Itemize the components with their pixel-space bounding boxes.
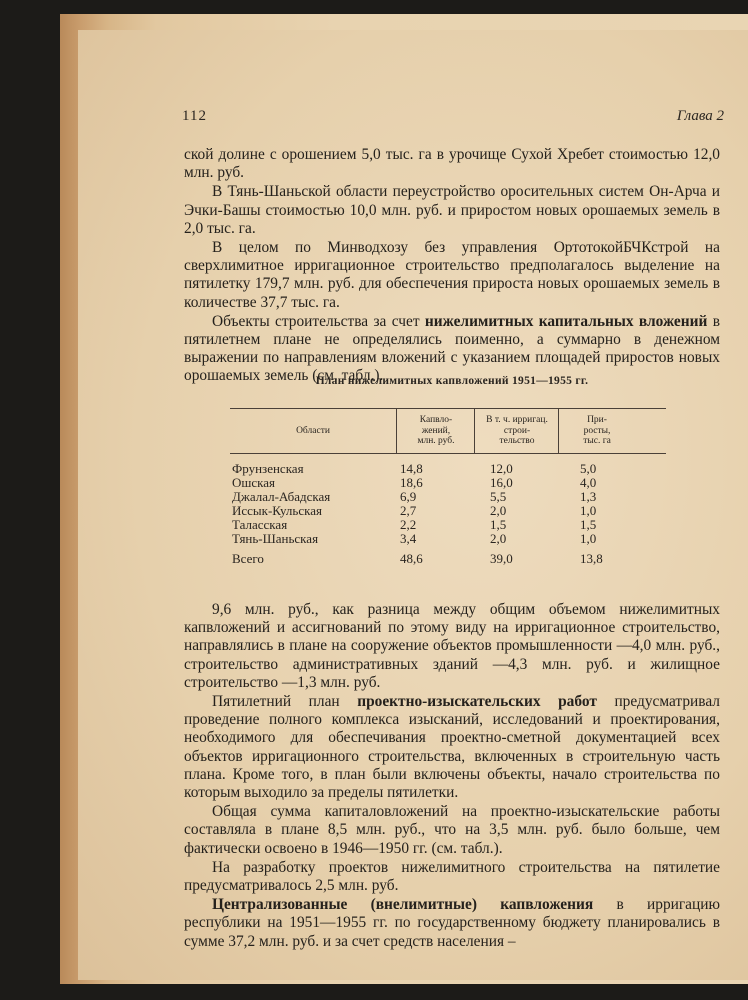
table-row: [230, 476, 666, 490]
table-title: План нижелимитных капвложений 1951—1955 гг.: [315, 375, 589, 387]
table-row: [230, 518, 666, 532]
cell-irrig: 2,0: [490, 531, 507, 546]
paragraph: На разработку проектов нижелимитного строительства на пятилетие предусматривалось 2,5 млн. руб.: [184, 858, 720, 895]
paragraph: 9,6 млн. руб., как разница между общим объемом нижелимитных капвложений и ассигнований по этому виду на ирригационное строительство, направлялись в плане на сооружение объектов промышленности —4,0 млн. руб., строительство административных зданий —4,3 млн. руб. и жилищное строительство —1,3 млн. руб.: [184, 601, 720, 691]
table-body: [230, 462, 666, 566]
paragraph-text: в ирригацию республики на 1951—1955 гг. по государственному бюджету планировались в сумме 37,2 млн. руб. и за счет средств населения –: [184, 896, 720, 950]
paragraph-text: Пятилетний план: [212, 693, 358, 711]
header-growth: [558, 409, 635, 453]
cell-irrig: 2,0: [490, 503, 507, 518]
cell-growth: 1,0: [580, 503, 597, 518]
cell-region: Иссык-Кульская: [232, 503, 322, 518]
cell-capinv: 2,7: [400, 503, 417, 518]
paragraph-text: в пятилетнем плане не определялись поименно, а суммарно в денежном выражении по направлениям вложений с указанием площадей приростов новых орошаемых земель (см. табл.).: [184, 312, 720, 385]
header-label: Капвло- жений, млн. руб.: [417, 415, 455, 447]
cell-capinv: 18,6: [400, 475, 423, 490]
table-row: [230, 504, 666, 518]
cell-growth: 13,8: [580, 551, 603, 566]
cell-capinv: 2,2: [400, 517, 417, 532]
cell-region: Всего: [232, 551, 264, 566]
cell-irrig: 1,5: [490, 517, 507, 532]
cell-region: Тянь-Шаньская: [232, 531, 319, 546]
bold-term: Централизованные (внелимитные) капвложения: [212, 896, 594, 914]
cell-capinv: 48,6: [400, 551, 423, 566]
cell-region: Ошская: [232, 475, 276, 490]
running-header: [182, 108, 732, 128]
table-row: [230, 532, 666, 546]
table-total-row: [230, 552, 666, 566]
paragraph: В целом по Минводхозу без управления ОртотокойБЧКстрой на сверхлимитное ирригационное строительство предполагалось выделение на пятилетку 179,7 млн. руб. для обеспечения прироста новых орошаемых земель в количестве 37,7 тыс. га.: [184, 239, 720, 311]
cell-irrig: 5,5: [490, 489, 507, 504]
lower-text-block: [184, 601, 720, 951]
header-region: [230, 409, 396, 453]
table-row: [230, 462, 666, 476]
capital-investment-table: [230, 408, 666, 566]
header-label: В т. ч. ирригац. строи- тельство: [486, 415, 548, 447]
table-header: [230, 408, 666, 454]
cell-irrig: 39,0: [490, 551, 513, 566]
page-number: 112: [182, 108, 207, 124]
paragraph: ской долине с орошением 5,0 тыс. га в урочище Сухой Хребет стоимостью 12,0 млн. руб.: [184, 146, 720, 182]
table-row: [230, 490, 666, 504]
cell-irrig: 16,0: [490, 475, 513, 490]
cell-growth: 5,0: [580, 461, 597, 476]
header-label: При- росты, тыс. га: [583, 415, 611, 447]
header-capinv: [396, 409, 475, 453]
cell-capinv: 14,8: [400, 461, 423, 476]
cell-growth: 1,0: [580, 531, 597, 546]
header-label: Области: [296, 425, 330, 436]
cell-region: Таласская: [232, 517, 288, 532]
bold-term: проектно-изыскательских работ: [357, 693, 597, 711]
paragraph: [184, 896, 720, 951]
cell-capinv: 6,9: [400, 489, 417, 504]
bold-term: нижелимитных капитальных вложений: [424, 312, 708, 330]
paragraph-text: Объекты строительства за счет: [212, 312, 425, 330]
paragraph: Общая сумма капиталовложений на проектно-изыскательские работы составляла в плане 8,5 млн. руб., что на 3,5 млн. руб. было больше, чем фактически освоено в 1946—1950 гг. (см. табл.).: [184, 803, 720, 857]
cell-growth: 1,5: [580, 517, 597, 532]
cell-capinv: 3,4: [400, 531, 417, 546]
paragraph: [184, 693, 720, 802]
cell-region: Джалал-Абадская: [232, 489, 331, 504]
header-irrig: [474, 409, 559, 453]
cell-irrig: 12,0: [490, 461, 513, 476]
cell-region: Фрунзенская: [232, 461, 304, 476]
paragraph: В Тянь-Шаньской области переустройство оросительных систем Он-Арча и Эчки-Башы стоимостью 10,0 млн. руб. и приростом новых орошаемых земель в 2,0 тыс. га.: [184, 183, 720, 237]
paragraph-text: предусматривал проведение полного комплекса изысканий, исследований и проектирования, необходимого для обеспечивания проектно-сметной документацией всех объектов ирригационного строительства, включенных в строительную часть плана. Кроме того, в план были включены объекты, начало строительства по которым выходило за пределы пятилетки.: [184, 693, 720, 802]
chapter-title: Глава 2: [676, 108, 724, 124]
cell-growth: 4,0: [580, 475, 597, 490]
upper-text-block: [184, 146, 720, 386]
cell-growth: 1,3: [580, 489, 597, 504]
